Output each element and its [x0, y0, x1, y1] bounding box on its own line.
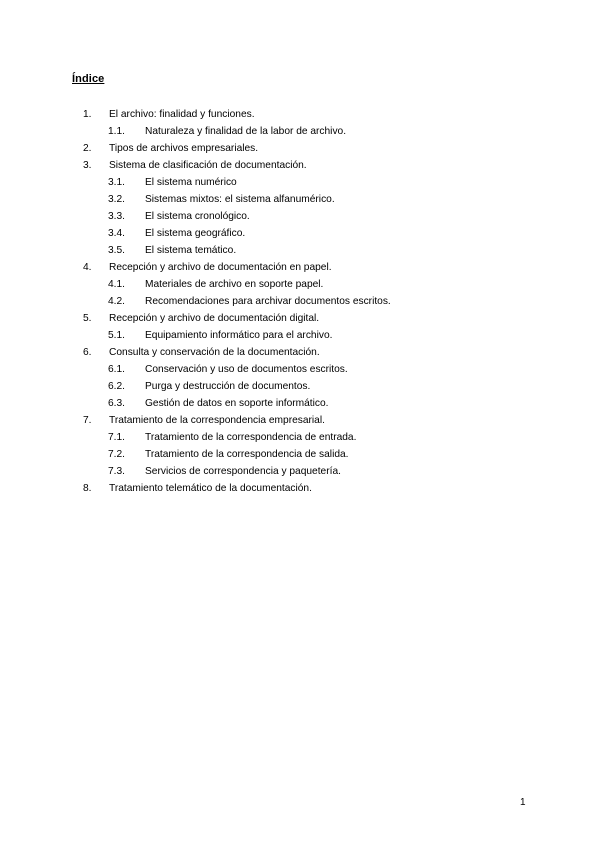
toc-entry-7-1 — [0, 429, 600, 446]
toc-entry-text: Naturaleza y finalidad de la labor de archivo. — [145, 126, 347, 137]
toc-entry-number: 5. — [83, 313, 92, 324]
toc-entry-number: 3.1. — [108, 177, 125, 188]
toc-entry-text: Gestión de datos en soporte informático. — [145, 398, 329, 409]
toc-entry-text: Tratamiento de la correspondencia de salida. — [145, 449, 349, 460]
toc-entry-number: 6. — [83, 347, 92, 358]
toc-entry-3 — [0, 157, 600, 174]
toc-entry-1-1 — [0, 123, 600, 140]
toc-entry-3-5 — [0, 242, 600, 259]
toc-entry-number: 1.1. — [108, 126, 125, 137]
toc-entry-text: Tratamiento de la correspondencia empresarial. — [109, 415, 325, 426]
toc-entry-number: 6.3. — [108, 398, 125, 409]
toc-entry-7-3 — [0, 463, 600, 480]
toc-entry-text: Equipamiento informático para el archivo. — [145, 330, 333, 341]
toc-entry-text: Conservación y uso de documentos escritos. — [145, 364, 348, 375]
toc-entry-number: 3.5. — [108, 245, 125, 256]
toc-entry-6-1 — [0, 361, 600, 378]
toc-entry-5 — [0, 310, 600, 327]
toc-entry-text: Tratamiento telemático de la documentación. — [109, 483, 312, 494]
table-of-contents — [0, 106, 600, 497]
toc-entry-number: 3. — [83, 160, 92, 171]
toc-entry-text: Recomendaciones para archivar documentos escritos. — [145, 296, 391, 307]
toc-entry-number: 6.1. — [108, 364, 125, 375]
toc-entry-text: El archivo: finalidad y funciones. — [109, 109, 255, 120]
toc-entry-4-1 — [0, 276, 600, 293]
toc-entry-number: 7.2. — [108, 449, 125, 460]
toc-entry-6-3 — [0, 395, 600, 412]
toc-entry-4-2 — [0, 293, 600, 310]
toc-entry-number: 7.1. — [108, 432, 125, 443]
toc-entry-3-1 — [0, 174, 600, 191]
toc-entry-text: Sistema de clasificación de documentación. — [109, 160, 307, 171]
toc-entry-text: El sistema temático. — [145, 245, 237, 256]
toc-entry-3-3 — [0, 208, 600, 225]
toc-entry-4 — [0, 259, 600, 276]
toc-entry-7 — [0, 412, 600, 429]
toc-entry-number: 4.2. — [108, 296, 125, 307]
toc-entry-number: 4.1. — [108, 279, 125, 290]
toc-entry-5-1 — [0, 327, 600, 344]
toc-entry-number: 5.1. — [108, 330, 125, 341]
index-title: Índice — [72, 73, 105, 85]
toc-entry-number: 4. — [83, 262, 92, 273]
toc-entry-number: 3.3. — [108, 211, 125, 222]
toc-entry-text: Consulta y conservación de la documentación. — [109, 347, 320, 358]
toc-entry-number: 3.4. — [108, 228, 125, 239]
toc-entry-7-2 — [0, 446, 600, 463]
toc-entry-6-2 — [0, 378, 600, 395]
toc-entry-text: El sistema numérico — [145, 177, 237, 188]
toc-entry-text: Materiales de archivo en soporte papel. — [145, 279, 324, 290]
toc-entry-8 — [0, 480, 600, 497]
toc-entry-text: Recepción y archivo de documentación en papel. — [109, 262, 332, 273]
toc-entry-text: Servicios de correspondencia y paquetería. — [145, 466, 341, 477]
toc-entry-text: Tipos de archivos empresariales. — [109, 143, 259, 154]
toc-entry-6 — [0, 344, 600, 361]
toc-entry-3-2 — [0, 191, 600, 208]
toc-entry-text: Recepción y archivo de documentación digital. — [109, 313, 320, 324]
toc-entry-text: Tratamiento de la correspondencia de entrada. — [145, 432, 357, 443]
toc-entry-text: Purga y destrucción de documentos. — [145, 381, 311, 392]
toc-entry-number: 6.2. — [108, 381, 125, 392]
toc-entry-number: 3.2. — [108, 194, 125, 205]
toc-entry-2 — [0, 140, 600, 157]
toc-entry-number: 7. — [83, 415, 92, 426]
toc-entry-number: 8. — [83, 483, 92, 494]
toc-entry-number: 2. — [83, 143, 92, 154]
toc-entry-text: El sistema cronológico. — [145, 211, 250, 222]
page-number: 1 — [520, 797, 526, 808]
toc-entry-text: El sistema geográfico. — [145, 228, 246, 239]
toc-entry-1 — [0, 106, 600, 123]
toc-entry-3-4 — [0, 225, 600, 242]
toc-entry-text: Sistemas mixtos: el sistema alfanumérico. — [145, 194, 335, 205]
toc-entry-number: 1. — [83, 109, 92, 120]
toc-entry-number: 7.3. — [108, 466, 125, 477]
